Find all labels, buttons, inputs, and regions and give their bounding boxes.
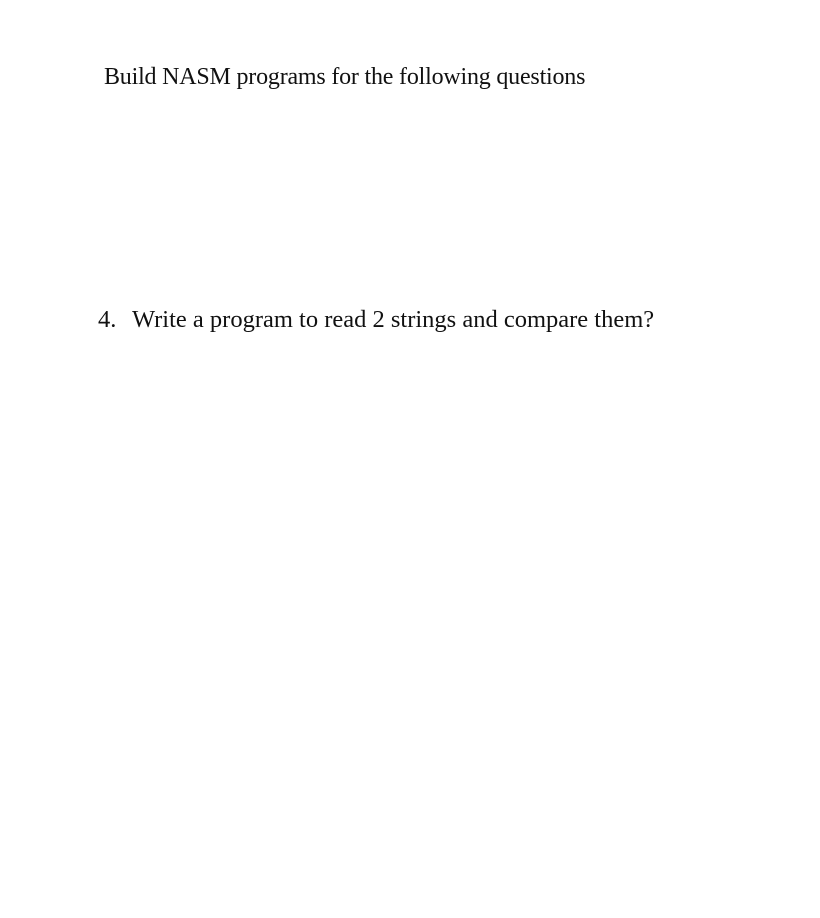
question-item — [98, 306, 654, 334]
question-number: 4. — [98, 306, 117, 333]
document-heading: Build NASM programs for the following questions — [104, 64, 586, 90]
question-text: Write a program to read 2 strings and compare them? — [132, 306, 655, 333]
